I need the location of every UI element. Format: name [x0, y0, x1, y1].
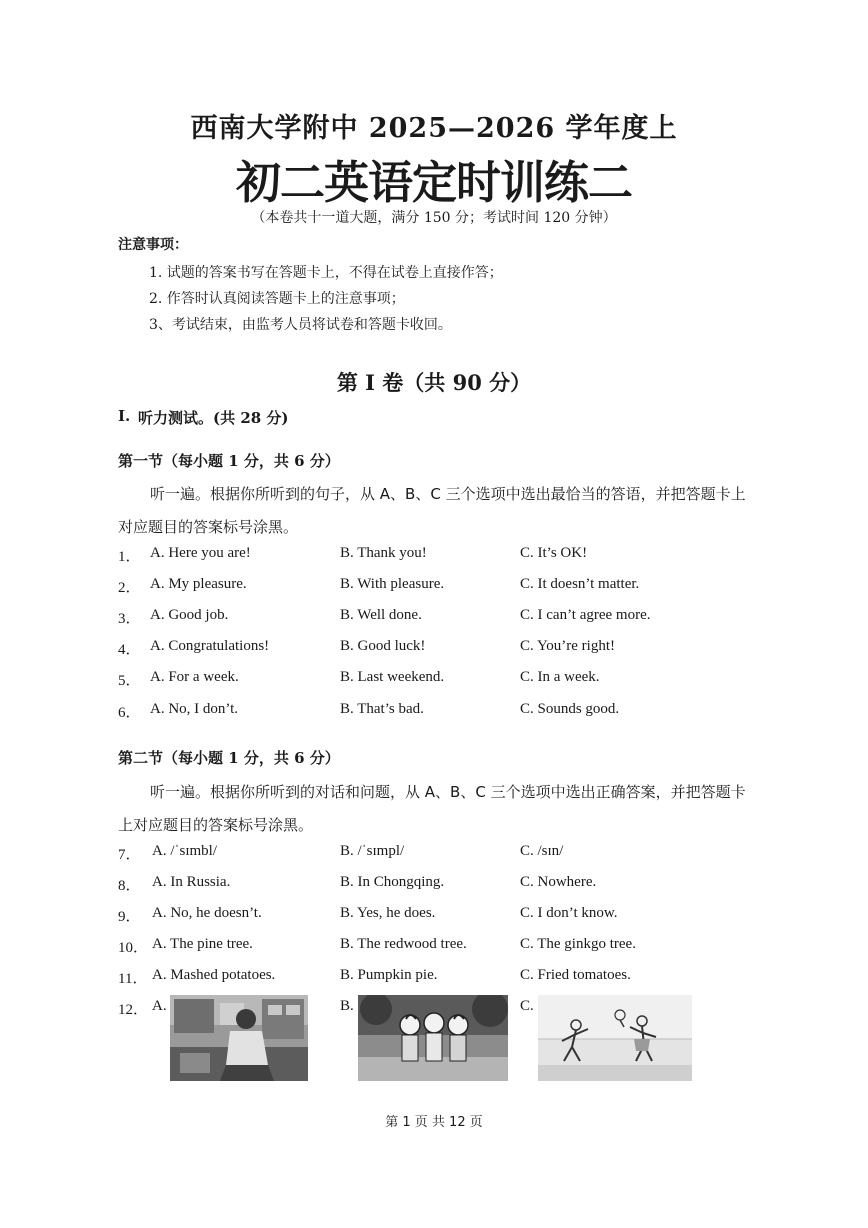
exam-title-subject: 初二英语定时训练二: [235, 156, 632, 209]
option-a: A. For a week.: [150, 669, 239, 685]
option-b: B. Yes, he does.: [340, 905, 436, 921]
exam-subtitle: （本卷共十一道大题，满分 150 分；考试时间 120 分钟）: [251, 210, 617, 226]
notice-title: 注意事项：: [118, 237, 188, 253]
option-b: B. Pumpkin pie.: [340, 967, 438, 983]
option-b-picture: [358, 995, 508, 1081]
option-c: C. Fried tomatoes.: [520, 967, 631, 983]
option-a: A. My pleasure.: [150, 576, 247, 592]
option-c: C. You’re right!: [520, 638, 616, 654]
notice-item: 1. 试题的答案书写在答题卡上，不得在试卷上直接作答；: [149, 265, 503, 281]
option-b: B. The redwood tree.: [340, 936, 467, 952]
option-a: A. No, I don’t.: [150, 701, 239, 717]
question-number: 5．: [118, 673, 141, 689]
question-number: 12．: [118, 1002, 149, 1018]
option-a-picture: [170, 995, 308, 1081]
question-number: 3．: [118, 611, 141, 627]
question-number: 8．: [118, 878, 141, 894]
option-b: B. /ˈsɪmpl/: [340, 843, 405, 859]
option-a: A.: [152, 998, 167, 1014]
question-number: 7．: [118, 847, 141, 863]
option-b: B. In Chongqing.: [340, 874, 445, 890]
question-number: 11．: [118, 971, 148, 987]
option-c: C. It’s OK!: [520, 545, 588, 561]
option-a: A. Here you are!: [150, 545, 251, 561]
subsection-heading: 第二节（每小题 1 分，共 6 分）: [118, 749, 340, 767]
option-c: C. /sɪn/: [520, 843, 564, 859]
notice-item: 2. 作答时认真阅读答题卡上的注意事项；: [149, 291, 405, 307]
page-footer: 第 1 页 共 12 页: [385, 1115, 483, 1130]
option-c: C.: [520, 998, 534, 1014]
option-a: A. /ˈsɪmbl/: [152, 843, 218, 859]
option-c: C. The ginkgo tree.: [520, 936, 636, 952]
option-c: C. I don’t know.: [520, 905, 618, 921]
option-c: C. Nowhere.: [520, 874, 597, 890]
option-a: A. Congratulations!: [150, 638, 270, 654]
option-b: B. That’s bad.: [340, 701, 424, 717]
option-c: C. In a week.: [520, 669, 600, 685]
exam-title-school: 西南大学附中 2025—2026 学年度上: [190, 113, 678, 144]
option-b: B. Thank you!: [340, 545, 427, 561]
option-c: C. I can’t agree more.: [520, 607, 651, 623]
option-b: B.: [340, 998, 354, 1014]
question-number: 4．: [118, 642, 141, 658]
notice-item: 3、考试结束，由监考人员将试卷和答题卡收回。: [149, 317, 452, 333]
part-title: 第 I 卷（共 90 分）: [336, 370, 532, 395]
subsection-instruction: 听一遍。根据你所听到的句子，从 A、B、C 三个选项中选出最恰当的答语，并把答题卡上对应题目的答案标号涂黑。: [118, 485, 746, 536]
option-c: C. Sounds good.: [520, 701, 620, 717]
option-c-picture: [538, 995, 692, 1081]
question-number: 9．: [118, 909, 141, 925]
question-number: 6．: [118, 705, 141, 721]
subsection-instruction: 听一遍。根据你所听到的对话和问题，从 A、B、C 三个选项中选出正确答案，并把答题卡上对应题目的答案标号涂黑。: [118, 783, 746, 834]
subsection-heading: 第一节（每小题 1 分，共 6 分）: [118, 452, 340, 470]
question-number: 10．: [118, 940, 149, 956]
option-a: A. In Russia.: [152, 874, 231, 890]
option-a: A. No, he doesn’t.: [152, 905, 262, 921]
option-b: B. With pleasure.: [340, 576, 445, 592]
option-c: C. It doesn’t matter.: [520, 576, 640, 592]
section-title: 听力测试。(共 28 分): [138, 409, 289, 427]
option-b: B. Good luck!: [340, 638, 426, 654]
question-number: 2．: [118, 580, 141, 596]
option-a: A. The pine tree.: [152, 936, 253, 952]
question-number: 1．: [118, 549, 141, 565]
option-a: A. Good job.: [150, 607, 229, 623]
option-b: B. Last weekend.: [340, 669, 445, 685]
section-label: I.: [118, 407, 131, 425]
option-a: A. Mashed potatoes.: [152, 967, 276, 983]
option-b: B. Well done.: [340, 607, 422, 623]
